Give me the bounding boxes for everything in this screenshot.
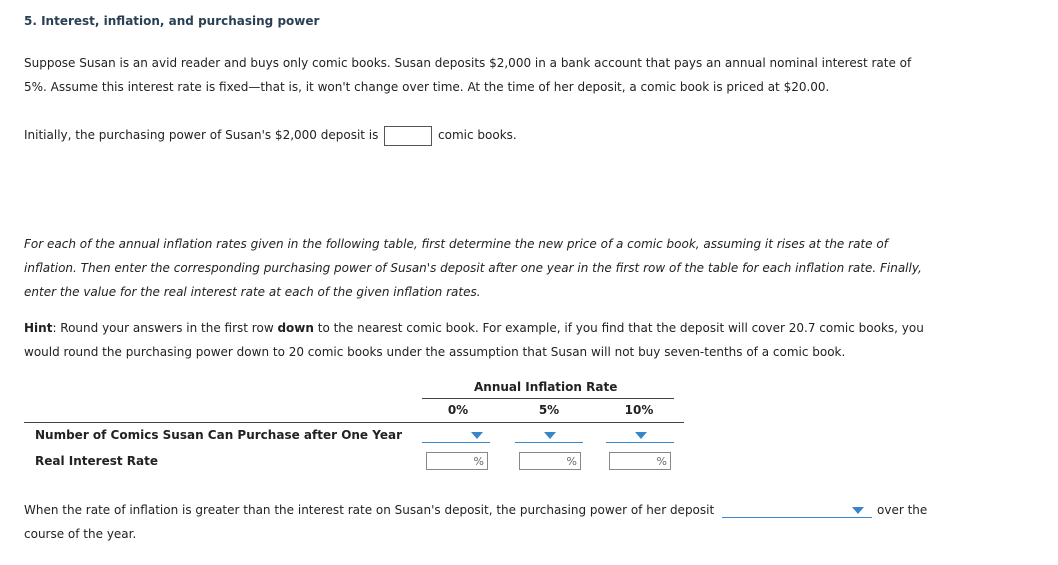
header-rule <box>422 398 674 399</box>
instructions <box>24 232 922 304</box>
col-5pct: 5% <box>538 403 560 417</box>
hint-line-2: would round the purchasing power down to 20 comic books under the assumption that Susan will not buy seven-tenths of a comic book. <box>24 345 846 359</box>
hint <box>24 316 924 364</box>
hint-down: down <box>277 321 314 335</box>
instructions-line-3: enter the value for the real interest rate at each of the given inflation rates. <box>24 285 481 299</box>
col-10pct: 10% <box>624 403 654 417</box>
table-header: Annual Inflation Rate <box>474 380 618 394</box>
intro-text <box>24 51 911 99</box>
chevron-down-icon <box>544 432 556 439</box>
real-rate-5pct-input[interactable]: % <box>519 452 581 470</box>
chevron-down-icon <box>635 432 647 439</box>
initial-suffix: comic books. <box>438 128 517 142</box>
final-line-1-prefix: When the rate of inflation is greater than the interest rate on Susan's deposit, the purchasing power of her deposit <box>24 503 715 517</box>
purchasing-power-change-dropdown[interactable] <box>722 503 872 518</box>
final-line-2: course of the year. <box>24 527 137 541</box>
final-line-1-suffix: over the <box>877 503 928 517</box>
hint-line-1 <box>24 316 924 340</box>
intro-line-2: 5%. Assume this interest rate is fixed—that is, it won't change over time. At the time of her deposit, a comic book is priced at $20.00. <box>24 80 830 94</box>
question-title: 5. Interest, inflation, and purchasing power <box>24 14 320 28</box>
comics-0pct-dropdown[interactable] <box>422 428 490 443</box>
col-0pct: 0% <box>447 403 469 417</box>
table-rule <box>24 422 684 423</box>
initial-purchasing-power-row <box>24 124 517 146</box>
hint-part-1: : Round your answers in the first row <box>52 321 278 335</box>
row-comics-label: Number of Comics Susan Can Purchase after One Year <box>35 428 402 442</box>
initial-prefix: Initially, the purchasing power of Susan's $2,000 deposit is <box>24 128 379 142</box>
intro-line-1: Suppose Susan is an avid reader and buys only comic books. Susan deposits $2,000 in a bank account that pays an annual nominal interest rate of <box>24 56 912 70</box>
comics-5pct-dropdown[interactable] <box>515 428 583 443</box>
hint-label: Hint <box>24 321 53 335</box>
row-real-rate-label: Real Interest Rate <box>35 454 158 468</box>
chevron-down-icon <box>852 507 864 514</box>
real-rate-0pct-input[interactable]: % <box>426 452 488 470</box>
real-rate-10pct-input[interactable]: % <box>609 452 671 470</box>
chevron-down-icon <box>471 432 483 439</box>
initial-comics-input[interactable] <box>384 126 432 146</box>
comics-10pct-dropdown[interactable] <box>606 428 674 443</box>
instructions-line-1: For each of the annual inflation rates given in the following table, first determine the new price of a comic book, assuming it rises at the rate of <box>24 237 888 251</box>
instructions-line-2: inflation. Then enter the corresponding purchasing power of Susan's deposit after one year in the first row of the table for each inflation rate. Finally, <box>24 261 922 275</box>
hint-part-2: to the nearest comic book. For example, if you find that the deposit will cover 20.7 comic books, you <box>313 321 924 335</box>
